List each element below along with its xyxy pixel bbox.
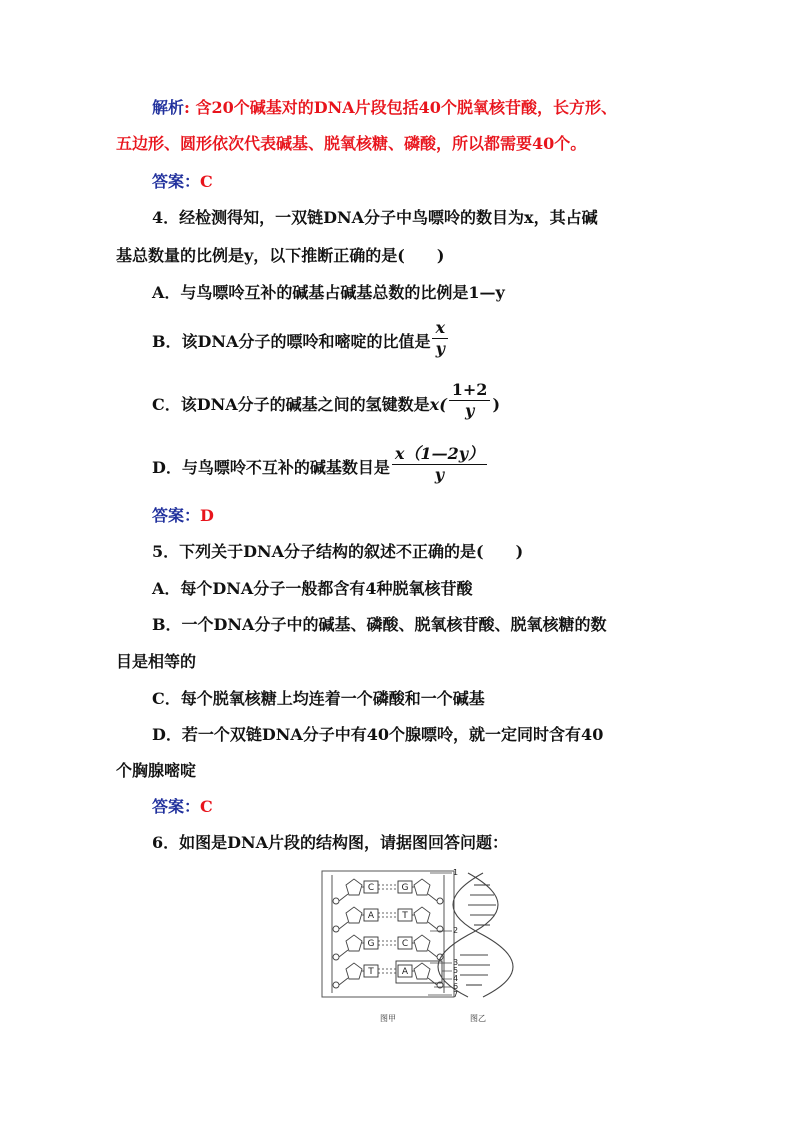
q4-option-a-text: A．与鸟嘌呤互补的碱基占碱基总数的比例是1—y xyxy=(152,283,505,302)
left-strand xyxy=(332,875,366,993)
q4-option-d-numerator: x（1—2y） xyxy=(394,444,484,463)
q4-option-d-text: D．与鸟嘌呤不互补的碱基数目是 xyxy=(152,458,390,477)
q5-option-b-text-1: B．一个DNA分子中的碱基、磷酸、脱氧核苷酸、脱氧核糖的数 xyxy=(152,615,607,634)
answer-5 xyxy=(152,797,213,817)
q5-option-a xyxy=(152,579,472,599)
q4-option-a xyxy=(152,283,505,303)
answer-4-value: D xyxy=(200,506,214,525)
dna-structure-figure xyxy=(318,865,518,1025)
left-base-4: T xyxy=(368,967,374,977)
label-leaders xyxy=(428,873,452,995)
left-base-1: C xyxy=(367,883,375,893)
left-base-3: G xyxy=(367,939,375,949)
q5-option-d-line-2 xyxy=(116,761,196,781)
left-base-2: A xyxy=(367,911,375,921)
figure-frame xyxy=(322,871,454,997)
right-base-4: A xyxy=(401,967,409,977)
q5-option-c xyxy=(152,689,485,709)
label-6: 6 xyxy=(453,982,459,991)
answer-5-value: C xyxy=(200,797,213,816)
q4-option-d-fraction xyxy=(392,444,487,485)
q4-stem-line-1 xyxy=(152,208,598,228)
q4-option-c xyxy=(152,380,501,421)
q5-stem-text: 5．下列关于DNA分子结构的叙述不正确的是( ) xyxy=(152,542,524,561)
answer-3 xyxy=(152,172,213,192)
q4-stem-line-2 xyxy=(116,246,444,266)
q6-stem xyxy=(152,833,508,853)
label-2: 2 xyxy=(453,926,459,935)
label-3: 3 xyxy=(453,958,459,967)
label-4: 4 xyxy=(453,974,459,983)
q4-option-c-suffix: ) xyxy=(492,395,501,414)
hydrogen-bonds xyxy=(378,885,398,973)
answer-5-label: 答案： xyxy=(152,797,201,816)
base-pairs xyxy=(364,881,412,977)
q4-option-c-fraction xyxy=(449,380,491,421)
right-base-3: C xyxy=(401,939,409,949)
q4-option-b-numerator: x xyxy=(435,318,445,337)
q4-option-c-text: C．该DNA分子的碱基之间的氢键数是 xyxy=(152,395,430,414)
double-helix xyxy=(438,873,513,997)
q5-stem xyxy=(152,542,523,562)
q4-option-c-denominator: y xyxy=(449,400,491,421)
q5-option-b-line-2 xyxy=(116,652,196,672)
label-1: 1 xyxy=(453,868,459,877)
q4-option-b-text: B．该DNA分子的嘌呤和嘧啶的比值是 xyxy=(152,332,431,351)
analysis-line-2 xyxy=(116,134,586,154)
right-strand xyxy=(410,875,444,993)
q5-option-c-text: C．每个脱氧核糖上均连着一个磷酸和一个碱基 xyxy=(152,689,485,708)
right-base-1: G xyxy=(401,883,409,893)
answer-3-label: 答案： xyxy=(152,172,201,191)
q4-option-d xyxy=(152,444,489,485)
q4-option-b-denominator: y xyxy=(432,338,448,359)
q6-stem-text: 6．如图是DNA片段的结构图，请据图回答问题： xyxy=(152,833,509,852)
q4-option-c-numerator: 1+2 xyxy=(451,380,488,399)
caption-right: 图乙 xyxy=(470,1014,486,1023)
q5-option-d-text-2: 个胸腺嘧啶 xyxy=(116,761,197,780)
answer-4 xyxy=(152,506,214,526)
analysis-text-1: : 含20个碱基对的DNA片段包括40个脱氧核苷酸，长方形、 xyxy=(184,98,617,117)
q5-option-a-text: A．每个DNA分子一般都含有4种脱氧核苷酸 xyxy=(152,579,473,598)
q4-option-b xyxy=(152,318,450,359)
analysis-label: 解析 xyxy=(152,98,185,117)
label-5: 5 xyxy=(453,966,459,975)
q5-option-b-line-1 xyxy=(152,615,606,635)
right-base-2: T xyxy=(402,911,408,921)
analysis-text-2: 五边形、圆形依次代表碱基、脱氧核糖、磷酸，所以都需要40个。 xyxy=(116,134,587,153)
analysis-line-1 xyxy=(152,98,617,118)
label-7: 7 xyxy=(453,990,459,999)
q4-stem-text-2: 基总数量的比例是y，以下推断正确的是( ) xyxy=(116,246,445,265)
q4-option-b-fraction xyxy=(432,318,448,359)
q5-option-d-text-1: D．若一个双链DNA分子中有40个腺嘌呤，就一定同时含有40 xyxy=(152,725,604,744)
q4-option-d-denominator: y xyxy=(392,464,487,485)
q5-option-b-text-2: 目是相等的 xyxy=(116,652,197,671)
q5-option-d-line-1 xyxy=(152,725,603,745)
answer-4-label: 答案： xyxy=(152,506,201,525)
answer-3-value: C xyxy=(200,172,213,191)
caption-left: 图甲 xyxy=(380,1014,396,1023)
q4-stem-text-1: 4．经检测得知，一双链DNA分子中鸟嘌呤的数目为x，其占碱 xyxy=(152,208,598,227)
q4-option-c-prefix: x( xyxy=(429,395,447,414)
